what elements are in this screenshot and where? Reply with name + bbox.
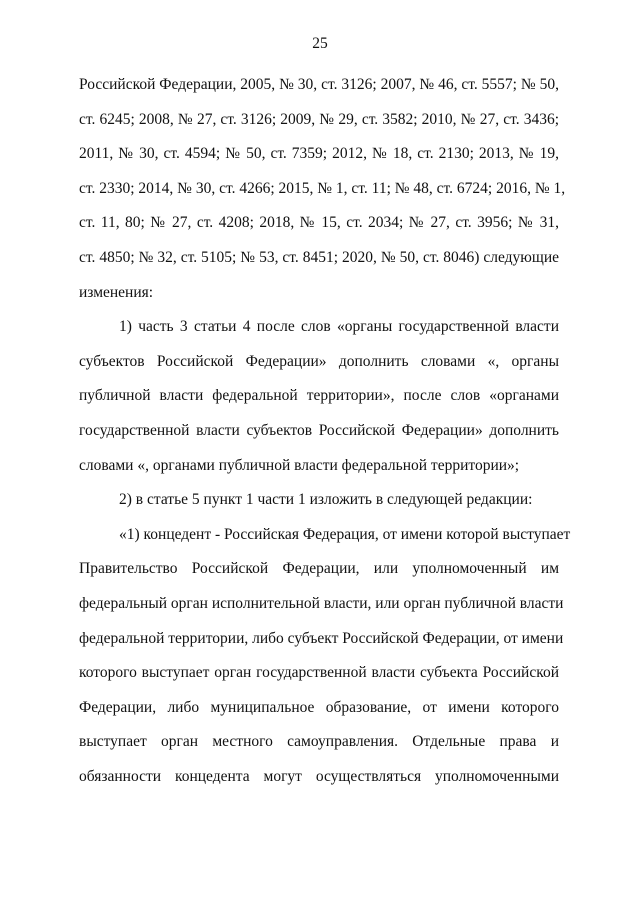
text-line: изменения:: [79, 283, 154, 301]
text-line: федеральный орган исполнительной власти, или орган публичной власти: [79, 594, 564, 612]
text-line: федеральной территории, либо субъект Российской Федерации, от имени: [79, 629, 564, 647]
document-body: [79, 68, 571, 794]
quoted-clause-line: «1) концедент - Российская Федерация, от имени которой выступает: [119, 525, 571, 543]
text-line: Правительство Российской Федерации, или уполномоченный им: [79, 560, 559, 578]
text-line: публичной власти федеральной территории», после слов «органами: [79, 387, 559, 405]
text-line: субъектов Российской Федерации» дополнить словами «, органы: [79, 352, 559, 370]
text-line: ст. 4850; № 32, ст. 5105; № 53, ст. 8451; 2020, № 50, ст. 8046) следующие: [79, 248, 559, 266]
text-line: государственной власти субъектов Российской Федерации» дополнить: [79, 421, 559, 439]
list-item-2-line: 2) в статье 5 пункт 1 части 1 изложить в следующей редакции:: [119, 491, 533, 509]
text-line: ст. 2330; 2014, № 30, ст. 4266; 2015, № 1, ст. 11; № 48, ст. 6724; 2016, № 1,: [79, 179, 566, 197]
list-item-1-line: 1) часть 3 статьи 4 после слов «органы государственной власти: [119, 318, 559, 336]
text-line: выступает орган местного самоуправления. Отдельные права и: [79, 733, 559, 751]
text-line: Федерации, либо муниципальное образование, от имени которого: [79, 698, 559, 716]
page-number: 25: [312, 35, 328, 52]
text-line: Российской Федерации, 2005, № 30, ст. 3126; 2007, № 46, ст. 5557; № 50,: [79, 76, 559, 93]
text-line: ст. 6245; 2008, № 27, ст. 3126; 2009, № 29, ст. 3582; 2010, № 27, ст. 3436;: [79, 110, 559, 128]
text-line: обязанности концедента могут осуществляться уполномоченными: [79, 767, 559, 785]
text-line: 2011, № 30, ст. 4594; № 50, ст. 7359; 2012, № 18, ст. 2130; 2013, № 19,: [79, 145, 559, 163]
text-line: которого выступает орган государственной власти субъекта Российской: [79, 664, 559, 682]
text-line: ст. 11, 80; № 27, ст. 4208; 2018, № 15, ст. 2034; № 27, ст. 3956; № 31,: [79, 214, 559, 232]
text-line: словами «, органами публичной власти федеральной территории»;: [79, 456, 520, 474]
